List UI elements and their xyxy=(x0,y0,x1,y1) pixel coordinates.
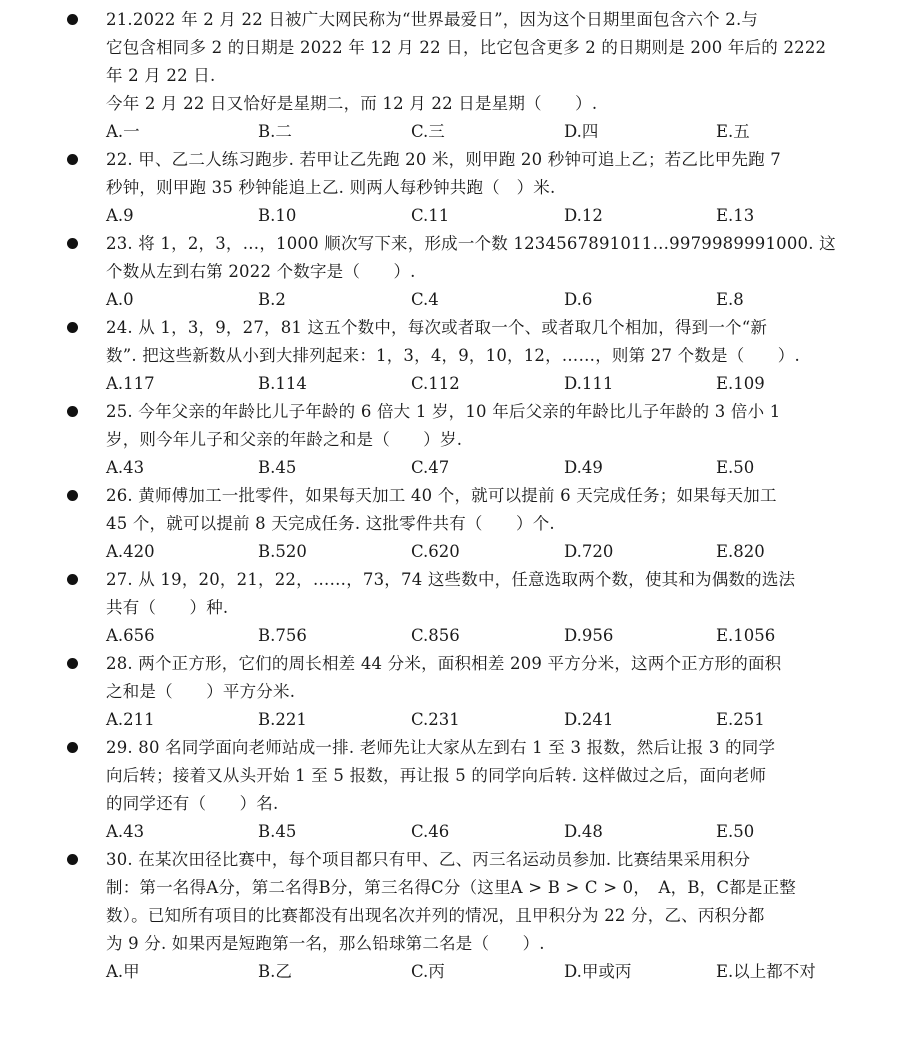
answer-options xyxy=(106,454,866,482)
answer-options xyxy=(106,706,866,734)
answer-option: E.8 xyxy=(716,290,744,309)
question-text-line: 23. 将 1，2，3，…，1000 顺次写下来，形成一个数 1234567891011…9979989991000. 这 xyxy=(106,234,836,253)
answer-options xyxy=(106,286,866,314)
answer-option: A.9 xyxy=(106,206,134,225)
bullet-icon xyxy=(67,854,78,865)
question-text-line: 个数从左到右第 2022 个数字是（ ）. xyxy=(106,262,416,281)
question-text-line: 之和是（ ）平方分米. xyxy=(106,682,296,701)
answer-options xyxy=(106,118,866,146)
question-text-line: 共有（ ）种. xyxy=(106,598,229,617)
question-text-line: 21.2022 年 2 月 22 日被广大网民称为“世界最爱日”，因为这个日期里面包含六个 2.与 xyxy=(106,10,759,29)
answer-option: E.820 xyxy=(716,542,765,561)
question-text-line: 24. 从 1，3，9，27，81 这五个数中，每次或者取一个、或者取几个相加，得到一个“新 xyxy=(106,318,768,337)
answer-option: B.10 xyxy=(258,206,297,225)
question-text-line: 秒钟，则甲跑 35 秒钟能追上乙. 则两人每秒钟共跑（ ）米. xyxy=(106,178,556,197)
answer-option: D.48 xyxy=(564,822,603,841)
bullet-icon xyxy=(67,322,78,333)
answer-option: A.117 xyxy=(106,374,155,393)
answer-options xyxy=(106,622,866,650)
question-text-line: 数）。已知所有项目的比赛都没有出现名次并列的情况，且甲积分为 22 分，乙、丙积分都 xyxy=(106,906,765,925)
answer-option: E.251 xyxy=(716,710,765,729)
answer-option: C.620 xyxy=(411,542,460,561)
answer-option: B.2 xyxy=(258,290,286,309)
answer-option: A.甲 xyxy=(106,962,140,981)
answer-option: D.甲或丙 xyxy=(564,962,632,981)
question-text-line: 29. 80 名同学面向老师站成一排. 老师先让大家从左到右 1 至 3 报数，然后让报 3 的同学 xyxy=(106,738,776,757)
bullet-icon xyxy=(67,742,78,753)
question-text-line: 25. 今年父亲的年龄比儿子年龄的 6 倍大 1 岁，10 年后父亲的年龄比儿子年龄的 3 倍小 1 xyxy=(106,402,781,421)
answer-option: D.241 xyxy=(564,710,614,729)
question-text-line: 它包含相同多 2 的日期是 2022 年 12 月 22 日，比它包含更多 2 的日期则是 200 年后的 2222 xyxy=(106,38,827,57)
answer-option: C.丙 xyxy=(411,962,445,981)
answer-option: B.二 xyxy=(258,122,292,141)
question-stem xyxy=(106,650,866,734)
answer-option: D.720 xyxy=(564,542,614,561)
answer-option: B.221 xyxy=(258,710,307,729)
answer-option: B.乙 xyxy=(258,962,292,981)
answer-option: D.49 xyxy=(564,458,603,477)
question-text-line: 45 个，就可以提前 8 天完成任务. 这批零件共有（ ）个. xyxy=(106,514,555,533)
answer-option: A.一 xyxy=(106,122,140,141)
answer-option: C.231 xyxy=(411,710,460,729)
question-text-line: 28. 两个正方形，它们的周长相差 44 分米，面积相差 209 平方分米，这两个正方形的面积 xyxy=(106,654,782,673)
answer-option: D.111 xyxy=(564,374,614,393)
answer-option: E.以上都不对 xyxy=(716,962,816,981)
answer-option: E.五 xyxy=(716,122,750,141)
question-stem xyxy=(106,314,866,398)
question-stem xyxy=(106,398,866,482)
question-text-line: 数”. 把这些新数从小到大排列起来：1，3，4，9，10，12，……，则第 27 个数是（ ）. xyxy=(106,346,800,365)
answer-option: D.6 xyxy=(564,290,593,309)
answer-option: B.756 xyxy=(258,626,307,645)
answer-option: C.46 xyxy=(411,822,450,841)
answer-option: A.43 xyxy=(106,458,145,477)
question-stem xyxy=(106,734,866,846)
question-stem xyxy=(106,146,866,230)
answer-option: E.50 xyxy=(716,458,755,477)
answer-option: C.11 xyxy=(411,206,450,225)
answer-option: C.三 xyxy=(411,122,445,141)
bullet-icon xyxy=(67,574,78,585)
answer-options xyxy=(106,958,866,986)
question-text-line: 岁，则今年儿子和父亲的年龄之和是（ ）岁. xyxy=(106,430,463,449)
bullet-icon xyxy=(67,14,78,25)
question-text-line: 27. 从 19，20，21，22，……，73，74 这些数中，任意选取两个数，使其和为偶数的选法 xyxy=(106,570,796,589)
answer-option: E.50 xyxy=(716,822,755,841)
answer-option: C.47 xyxy=(411,458,450,477)
answer-option: E.13 xyxy=(716,206,755,225)
answer-option: B.45 xyxy=(258,458,297,477)
question-stem xyxy=(106,846,866,986)
question-text-line: 向后转；接着又从头开始 1 至 5 报数，再让报 5 的同学向后转. 这样做过之后，面向老师 xyxy=(106,766,767,785)
question-text-line: 制：第一名得A分，第二名得B分，第三名得C分（这里A > B > C > 0， A，B，C都是正整 xyxy=(106,878,796,897)
answer-option: A.420 xyxy=(106,542,155,561)
question-text-line: 22. 甲、乙二人练习跑步. 若甲让乙先跑 20 米，则甲跑 20 秒钟可追上乙；若乙比甲先跑 7 xyxy=(106,150,781,169)
answer-option: C.4 xyxy=(411,290,439,309)
answer-option: D.956 xyxy=(564,626,614,645)
question-stem xyxy=(106,566,866,650)
question-text-line: 的同学还有（ ）名. xyxy=(106,794,279,813)
question-stem xyxy=(106,482,866,566)
answer-options xyxy=(106,202,866,230)
bullet-icon xyxy=(67,490,78,501)
bullet-icon xyxy=(67,238,78,249)
answer-option: B.45 xyxy=(258,822,297,841)
answer-options xyxy=(106,538,866,566)
question-text-line: 26. 黄师傅加工一批零件，如果每天加工 40 个，就可以提前 6 天完成任务；如果每天加工 xyxy=(106,486,777,505)
question-stem xyxy=(106,6,866,146)
answer-option: A.656 xyxy=(106,626,155,645)
answer-option: A.43 xyxy=(106,822,145,841)
answer-option: B.520 xyxy=(258,542,307,561)
answer-option: C.856 xyxy=(411,626,460,645)
answer-options xyxy=(106,370,866,398)
question-text-line: 30. 在某次田径比赛中，每个项目都只有甲、乙、丙三名运动员参加. 比赛结果采用积分 xyxy=(106,850,751,869)
bullet-icon xyxy=(67,154,78,165)
question-text-line: 年 2 月 22 日. xyxy=(106,66,216,85)
question-stem xyxy=(106,230,866,314)
answer-option: E.1056 xyxy=(716,626,776,645)
answer-option: E.109 xyxy=(716,374,765,393)
answer-options xyxy=(106,818,866,846)
question-text-line: 为 9 分. 如果丙是短跑第一名，那么铅球第二名是（ ）. xyxy=(106,934,545,953)
answer-option: B.114 xyxy=(258,374,307,393)
answer-option: C.112 xyxy=(411,374,460,393)
bullet-icon xyxy=(67,658,78,669)
answer-option: A.211 xyxy=(106,710,155,729)
question-text-line: 今年 2 月 22 日又恰好是星期二，而 12 月 22 日是星期（ ）. xyxy=(106,94,598,113)
answer-option: D.四 xyxy=(564,122,599,141)
bullet-icon xyxy=(67,406,78,417)
answer-option: A.0 xyxy=(106,290,134,309)
answer-option: D.12 xyxy=(564,206,603,225)
